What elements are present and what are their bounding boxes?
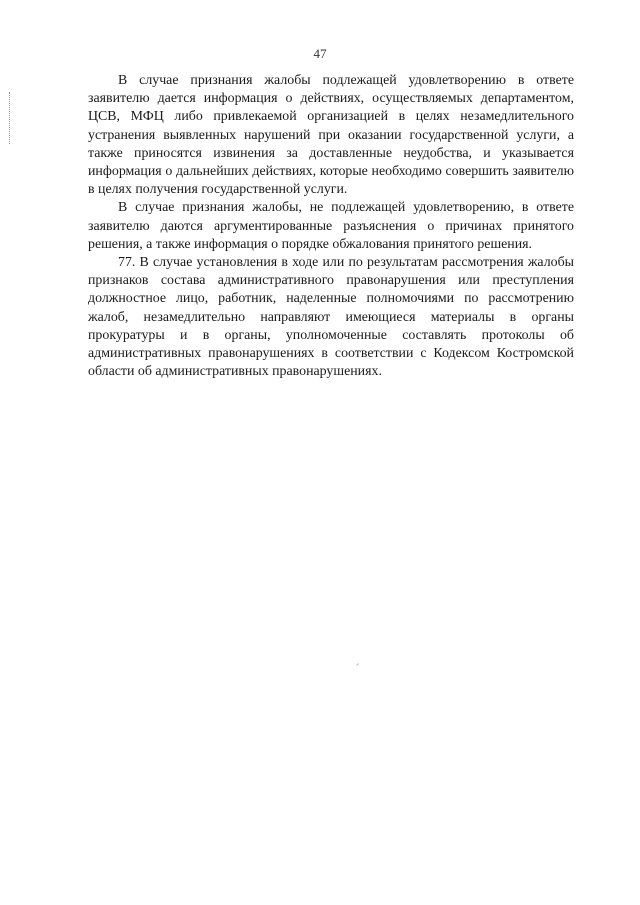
document-body [88, 72, 574, 381]
paragraph-complaint-satisfied: В случае признания жалобы подлежащей удовлетворению в ответе заявителю дается информация о действиях, осуществляемых департаментом, ЦСВ, МФЦ либо привлекаемой организацией в целях незамедлительного устранения выявленных нарушений при оказании государственной услуги, а также приносятся извинения за доставленные неудобства, и указывается информация о дальнейших действиях, которые необходимо совершить заявителю в целях получения государственной услуги. [88, 73, 574, 198]
paragraph-complaint-rejected: В случае признания жалобы, не подлежащей удовлетворению, в ответе заявителю даются аргументированные разъяснения о причинах принятого решения, а также информация о порядке обжалования принятого решения. [88, 200, 574, 252]
margin-mark [9, 92, 10, 144]
paragraph-clause-77: 77. В случае установления в ходе или по результатам рассмотрения жалобы признаков состава административного правонарушения или преступления должностное лицо, работник, наделенные полномочиями по рассмотрению жалоб, незамедлительно направляют имеющиеся материалы в органы прокуратуры и в органы, уполномоченные составлять протоколы об административных правонарушениях в соответствии с Кодексом Костромской области об административных правонарушениях. [88, 255, 574, 380]
scan-speck [356, 663, 359, 666]
page-number: 47 [313, 46, 327, 61]
